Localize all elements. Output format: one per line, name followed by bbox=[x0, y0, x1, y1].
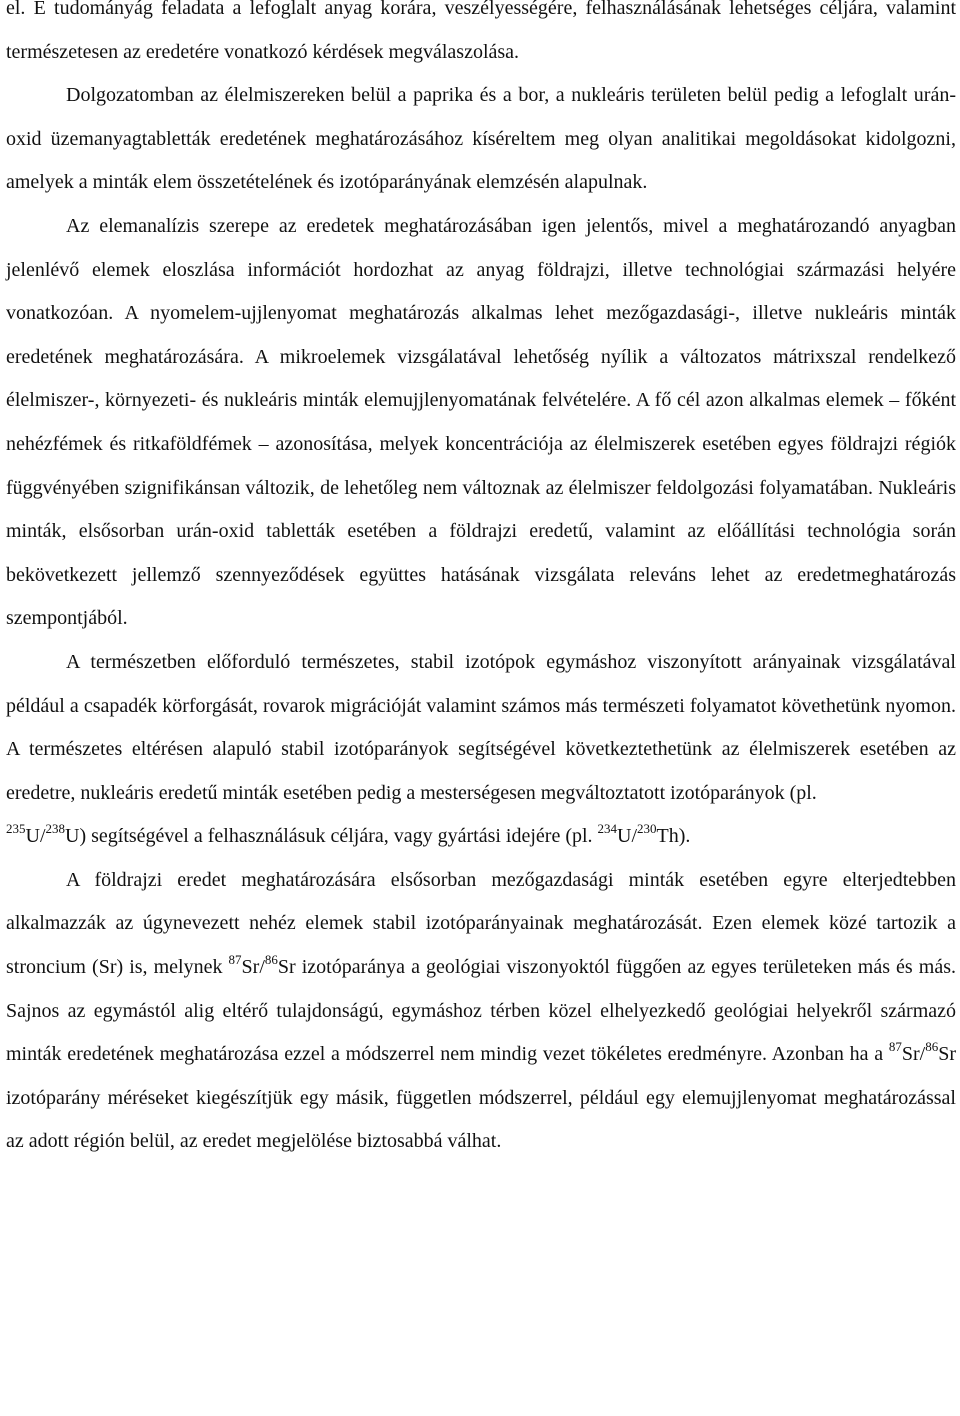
text-run: Sr/ bbox=[901, 1043, 926, 1066]
superscript-mass-number: 87 bbox=[888, 1039, 902, 1055]
superscript-mass-number: 86 bbox=[264, 952, 278, 968]
superscript-mass-number: 86 bbox=[925, 1039, 939, 1055]
superscript-mass-number: 238 bbox=[45, 821, 65, 837]
paragraph-thesis-aim: Dolgozatomban az élelmiszereken belül a paprika és a bor, a nukleáris területen belül pedig a lefoglalt urán-oxid üzemanyagtabletták eredetének meghatározásához kíséreltem meg olyan analitikai megoldásokat kidolgozni, amelyek a minták elem összetételének és izotóparányának elemzésén alapulnak. bbox=[6, 84, 956, 194]
text-run: Sr izotóparánya a geológiai viszonyoktól függően az egyes területeken más és más. Sajnos az egymástól alig eltérő tulajdonságú, egymáshoz térben közel elhelyezkedő geológiai helyekről származó minták eredetének meghatározása ezzel a módszerrel nem mindig vezet tökéletes eredményre. Azonban ha a bbox=[6, 956, 956, 1066]
paragraph-strontium bbox=[6, 859, 956, 1164]
paragraph-stable-isotopes bbox=[6, 641, 956, 859]
text-run: U) segítségével a felhasználásuk céljára, vagy gyártási idejére (pl. bbox=[65, 825, 593, 848]
text-run: Th). bbox=[656, 825, 691, 848]
text-run: A földrajzi eredet meghatározására elsősorban mezőgazdasági minták esetében egyre elterjedtebben alkalmazzák az úgynevezett nehéz elemek stabil izotóparányainak meghatározását. Ezen elemek közé tartozik a stroncium (Sr) is, melynek bbox=[6, 868, 956, 979]
superscript-mass-number: 234 bbox=[597, 821, 618, 837]
superscript-mass-number: 87 bbox=[228, 952, 242, 968]
paragraph-continued: el. E tudományág feladata a lefoglalt anyag korára, veszélyességére, felhasználásának lehetséges céljára, valamint természetesen az eredetére vonatkozó kérdések megválaszolása. bbox=[6, 0, 956, 63]
text-run: U/ bbox=[617, 825, 638, 848]
text-run: A természetben előforduló természetes, stabil izotópok egymáshoz viszonyított arányainak vizsgálatával például a csapadék körforgását, rovarok migrációját valamint számos más természeti folyamatot követhetünk nyomon. A természetes eltérésen alapuló stabil izotóparányok segítségével következtethetünk az élelmiszerek esetében az eredetre, nukleáris eredetű minták esetében pedig a mesterségesen megváltoztatott izotóparányok (pl. bbox=[6, 650, 956, 804]
paragraph-element-analysis: Az elemanalízis szerepe az eredetek meghatározásában igen jelentős, mivel a meghatározandó anyagban jelenlévő elemek eloszlása információt hordozhat az anyag földrajzi, illetve technológiai származási helyére vonatkozóan. A nyomelem-ujjlenyomat meghatározás alkalmas lehet mezőgazdasági-, illetve nukleáris minták eredetének meghatározására. A mikroelemek vizsgálatával lehetőség nyílik a változatos mátrixszal rendelkező élelmiszer-, környezeti- és nukleáris minták elemujjlenyomatának felvételére. A fő cél azon alkalmas elemek – főként nehézfémek és ritkaföldfémek – azonosítása, melyek koncentrációja az élelmiszerek esetében egyes földrajzi régiók függvényében szignifikánsan változik, de lehetőleg nem változnak az élelmiszer feldolgozási folyamatában. Nukleáris minták, elsősorban urán-oxid tabletták esetében a földrajzi eredetű, valamint az előállítási technológia során bekövetkezett jellemző szennyeződések együttes hatásának vizsgálata releváns lehet az eredetmeghatározás szempontjából. bbox=[6, 214, 956, 630]
text-run: Sr izotóparány méréseket kiegészítjük egy másik, független módszerrel, például egy elemujjlenyomat meghatározással az adott régión belül, az eredet megjelölése biztosabbá válhat. bbox=[6, 1043, 956, 1153]
text-run: Sr/ bbox=[241, 956, 265, 979]
superscript-mass-number: 230 bbox=[637, 821, 657, 837]
text-run: U/ bbox=[25, 825, 46, 848]
superscript-mass-number: 235 bbox=[6, 821, 26, 837]
